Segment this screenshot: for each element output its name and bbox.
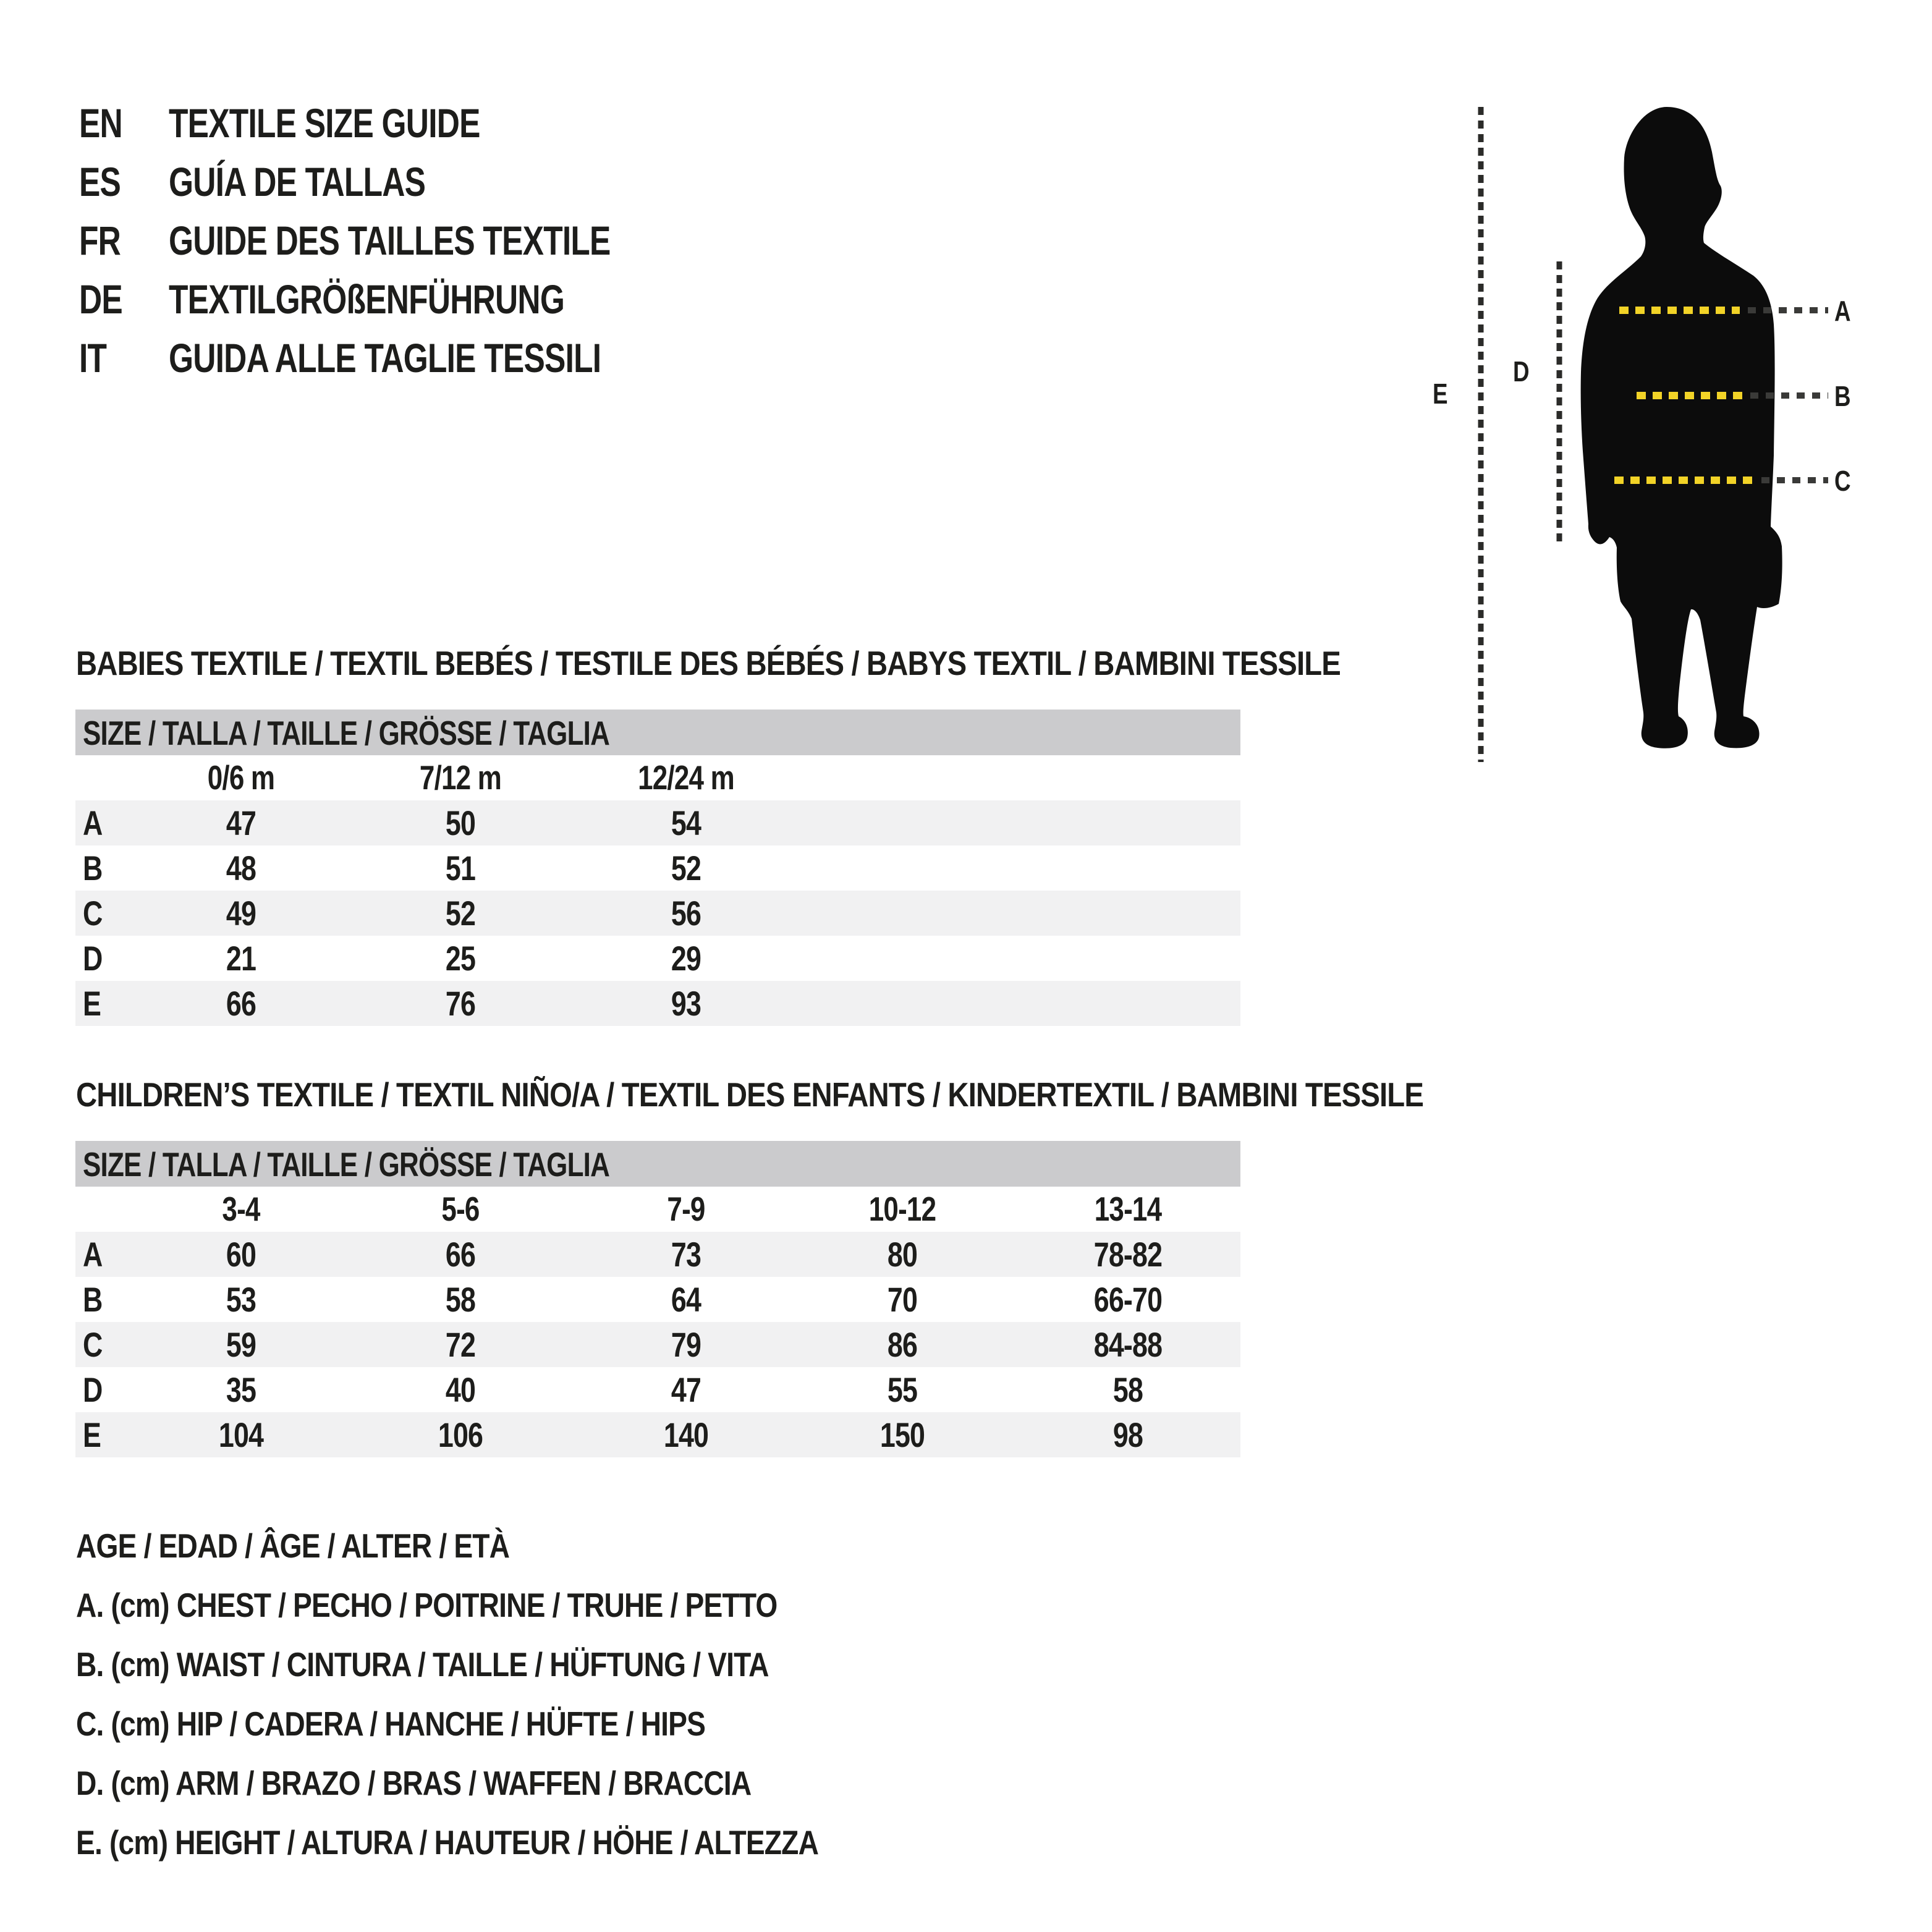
table-cell: 60	[226, 1235, 256, 1274]
row-label: B	[83, 849, 103, 888]
table-cell: 140	[663, 1415, 709, 1454]
babies-column-header-row	[75, 755, 1240, 800]
table-cell: 84-88	[1093, 1325, 1163, 1364]
row-label: C	[83, 1325, 103, 1364]
table-row	[75, 1277, 1240, 1322]
size-header-label: SIZE / TALLA / TAILLE / GRÖSSE / TAGLIA	[83, 714, 610, 752]
table-cell: 98	[1112, 1415, 1143, 1454]
table-cell: 73	[671, 1235, 701, 1274]
table-cell: 66-70	[1093, 1280, 1163, 1319]
measure-label-c: C	[1834, 465, 1850, 497]
row-label: E	[83, 1415, 101, 1454]
lang-code: ES	[79, 159, 121, 205]
measure-label-e: E	[1433, 378, 1447, 410]
table-row	[75, 1232, 1240, 1277]
table-cell: 49	[226, 894, 256, 933]
table-cell: 93	[671, 984, 701, 1023]
children-section-title: CHILDREN’S TEXTILE / TEXTIL NIÑO/A / TEXTIL DES ENFANTS / KINDERTEXTIL / BAMBINI TESSILE	[76, 1075, 1424, 1114]
measurement-figure	[1409, 74, 1932, 828]
column-header: 7/12 m	[419, 758, 502, 797]
lang-title: GUIDE DES TAILLES TEXTILE	[169, 218, 611, 263]
column-header: 10-12	[868, 1190, 936, 1228]
column-header: 3-4	[222, 1190, 260, 1228]
table-row	[75, 891, 1240, 936]
table-cell: 50	[445, 803, 476, 842]
table-cell: 59	[226, 1325, 256, 1364]
legend-line-arm: D. (cm) ARM / BRAZO / BRAS / WAFFEN / BRACCIA	[76, 1764, 752, 1802]
table-row	[75, 845, 1240, 891]
lang-title: TEXTILGRÖßENFÜHRUNG	[169, 276, 565, 322]
lang-title: GUÍA DE TALLAS	[169, 159, 426, 205]
table-cell: 66	[226, 984, 256, 1023]
babies-table	[75, 710, 1240, 1027]
table-cell: 58	[445, 1280, 476, 1319]
lang-code: IT	[79, 335, 107, 381]
measure-label-a: A	[1834, 295, 1850, 327]
column-header: 7-9	[667, 1190, 705, 1228]
table-cell: 76	[445, 984, 476, 1023]
table-cell: 104	[218, 1415, 264, 1454]
column-header: 12/24 m	[638, 758, 734, 797]
row-label: D	[83, 939, 103, 978]
table-cell: 52	[445, 894, 476, 933]
legend-line-waist: B. (cm) WAIST / CINTURA / TAILLE / HÜFTUNG / VITA	[76, 1645, 769, 1684]
table-cell: 78-82	[1093, 1235, 1163, 1274]
table-cell: 86	[887, 1325, 918, 1364]
table-cell: 35	[226, 1370, 256, 1409]
row-label: E	[83, 984, 101, 1023]
table-cell: 80	[887, 1235, 918, 1274]
child-silhouette-icon	[1581, 107, 1782, 748]
legend-line-chest: A. (cm) CHEST / PECHO / POITRINE / TRUHE / PETTO	[76, 1586, 777, 1624]
table-row	[75, 936, 1240, 981]
table-cell: 47	[671, 1370, 701, 1409]
table-cell: 106	[438, 1415, 483, 1454]
lang-code: EN	[79, 100, 122, 146]
table-cell: 48	[226, 849, 256, 888]
table-row	[75, 1412, 1240, 1457]
table-cell: 25	[445, 939, 476, 978]
table-row	[75, 981, 1240, 1026]
lang-code: DE	[79, 276, 122, 322]
lang-code: FR	[79, 218, 121, 263]
table-row	[75, 800, 1240, 845]
table-cell: 79	[671, 1325, 701, 1364]
children-column-header-row	[75, 1187, 1240, 1232]
column-header: 5-6	[441, 1190, 480, 1228]
row-label: A	[83, 803, 103, 842]
table-cell: 56	[671, 894, 701, 933]
table-cell: 51	[445, 849, 476, 888]
column-header: 13-14	[1094, 1190, 1162, 1228]
legend-line-hip: C. (cm) HIP / CADERA / HANCHE / HÜFTE / HIPS	[76, 1705, 706, 1743]
legend-line-height: E. (cm) HEIGHT / ALTURA / HAUTEUR / HÖHE / ALTEZZA	[76, 1823, 819, 1862]
row-label: D	[83, 1370, 103, 1409]
children-size-header-bar	[75, 1141, 1240, 1187]
measure-label-d: D	[1513, 355, 1529, 388]
children-table	[75, 1141, 1240, 1459]
table-cell: 55	[887, 1370, 918, 1409]
lang-title: TEXTILE SIZE GUIDE	[169, 100, 480, 146]
table-cell: 21	[226, 939, 256, 978]
row-label: A	[83, 1235, 103, 1274]
table-cell: 64	[671, 1280, 701, 1319]
table-row	[75, 1322, 1240, 1367]
table-cell: 150	[879, 1415, 925, 1454]
table-cell: 47	[226, 803, 256, 842]
row-label: C	[83, 894, 103, 933]
table-cell: 29	[671, 939, 701, 978]
table-cell: 52	[671, 849, 701, 888]
measure-label-b: B	[1834, 380, 1850, 412]
table-row	[75, 1367, 1240, 1412]
column-header: 0/6 m	[207, 758, 275, 797]
table-cell: 54	[671, 803, 701, 842]
lang-title: GUIDA ALLE TAGLIE TESSILI	[169, 335, 601, 381]
table-cell: 53	[226, 1280, 256, 1319]
table-cell: 40	[445, 1370, 476, 1409]
babies-size-header-bar	[75, 710, 1240, 755]
table-cell: 70	[887, 1280, 918, 1319]
babies-section-title: BABIES TEXTILE / TEXTIL BEBÉS / TESTILE DES BÉBÉS / BABYS TEXTIL / BAMBINI TESSILE	[76, 644, 1341, 682]
table-cell: 72	[445, 1325, 476, 1364]
size-header-label: SIZE / TALLA / TAILLE / GRÖSSE / TAGLIA	[83, 1145, 610, 1184]
table-cell: 58	[1112, 1370, 1143, 1409]
table-cell: 66	[445, 1235, 476, 1274]
legend-line-age: AGE / EDAD / ÂGE / ALTER / ETÀ	[76, 1527, 510, 1565]
row-label: B	[83, 1280, 103, 1319]
